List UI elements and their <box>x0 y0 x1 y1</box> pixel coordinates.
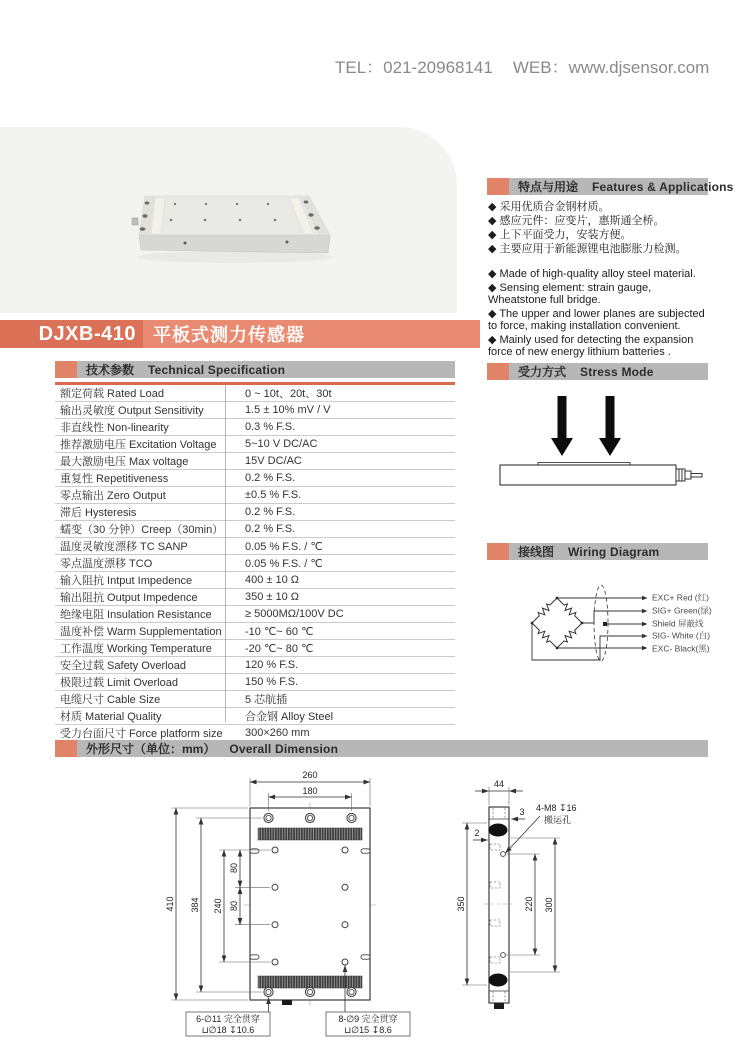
features-section-header <box>487 178 734 195</box>
spec-value: 150 % F.S. <box>245 676 299 688</box>
sensor-side-view <box>500 465 676 485</box>
dim-label-220: 220 <box>524 896 534 912</box>
rubber-pad-bottom <box>489 974 508 987</box>
load-cell-photo <box>130 192 342 267</box>
feature-item: ◆ 感应元件：应变片，惠斯通全桥。 <box>488 215 665 227</box>
table-row <box>55 708 455 725</box>
stress-title-en: Stress Mode <box>580 364 654 379</box>
product-model: DJXB-410 <box>38 322 136 345</box>
wiring-diagram <box>495 573 747 673</box>
spec-param: 蠕变（30 分钟）Creep（30min） <box>60 524 224 536</box>
table-row <box>55 555 455 572</box>
dim-label-300: 300 <box>544 897 554 913</box>
dim-label-2: 2 <box>474 828 480 838</box>
feature-item: ◆ 采用优质合金钢材质。 <box>488 201 610 213</box>
wire-label: EXC- Black(黑) <box>652 643 710 654</box>
cable-connector <box>676 469 702 481</box>
stress-mode-diagram <box>490 388 710 496</box>
down-arrow-icon <box>599 396 621 456</box>
dim-label-80a: 80 <box>229 862 239 874</box>
spec-param: 工作温度 Working Temperature <box>60 643 212 655</box>
side-view-drawing <box>448 772 748 1058</box>
feature-item: ◆ 上下平面受力，安装方便。 <box>488 229 632 241</box>
spec-value: 0.3 % F.S. <box>245 421 296 433</box>
wire-label: Shield 屏蔽线 <box>652 618 704 629</box>
spec-param: 非直线性 Non-linearity <box>60 422 169 434</box>
table-row <box>55 521 455 538</box>
spec-value: 0 ~ 10t、20t、30t <box>245 388 332 400</box>
table-row <box>55 470 455 487</box>
dim-label-410: 410 <box>165 896 175 912</box>
spec-param: 安全过载 Safety Overload <box>60 660 186 672</box>
spec-param: 温度补偿 Warm Supplementation <box>60 626 222 638</box>
product-title-bar-right <box>143 320 480 348</box>
spec-value: 1.5 ± 10% mV / V <box>245 404 331 416</box>
dimension-title-en: Overall Dimension <box>229 741 339 756</box>
wire-label: SIG+ Green(绿) <box>652 605 712 616</box>
web-text: WEB：www.djsensor.com <box>512 58 710 77</box>
table-row <box>55 538 455 555</box>
cable-stub <box>494 1003 504 1009</box>
spec-param: 零点输出 Zero Output <box>60 490 166 502</box>
spec-value: ≥ 5000MΩ/100V DC <box>245 608 344 620</box>
table-row <box>55 640 455 657</box>
down-arrow-icon <box>551 396 573 456</box>
spec-value: 0.2 % F.S. <box>245 506 296 518</box>
dim-label-240: 240 <box>213 898 223 914</box>
callout-6holes-line2: ⊔∅18 ↧10.6 <box>201 1025 255 1035</box>
specs-title-zh: 技术参数 <box>86 363 135 377</box>
dimension-title-zh: 外形尺寸（单位：mm） <box>86 742 216 756</box>
features-title-en: Features & Applications <box>592 179 734 194</box>
spec-value: 5~10 V DC/AC <box>245 438 318 450</box>
table-row <box>55 453 455 470</box>
spec-value: ±0.5 % F.S. <box>245 489 302 501</box>
spec-param: 推荐激励电压 Excitation Voltage <box>60 439 217 451</box>
spec-param: 滞后 Hysteresis <box>60 507 137 519</box>
spec-param: 输出阻抗 Output Impedence <box>60 592 198 604</box>
callout-m8-line2: 搬运孔 <box>544 815 572 825</box>
features-title-zh: 特点与用途 <box>518 180 579 194</box>
table-row <box>55 572 455 589</box>
callout-6holes-line1: 6-∅11 完全贯穿 <box>196 1014 260 1024</box>
wire-label: SIG- White (白) <box>652 630 711 641</box>
dim-label-3: 3 <box>519 807 525 817</box>
table-row <box>55 606 455 623</box>
spec-value: 350 ± 10 Ω <box>245 591 300 603</box>
features-list <box>488 201 710 360</box>
product-title-bar <box>0 320 143 348</box>
dim-label-180: 180 <box>302 786 318 796</box>
spec-param: 输入阻抗 Intput Impedence <box>60 575 193 587</box>
spec-value: -10 ℃~ 60 ℃ <box>245 625 314 638</box>
accent-square-icon <box>487 178 509 195</box>
callout-8holes-line2: ⊔∅15 ↧8.6 <box>344 1025 392 1035</box>
bridge-corner-dots <box>531 597 583 649</box>
spec-param: 受力台面尺寸 Force platform size <box>60 728 223 740</box>
spec-param: 输出灵敏度 Output Sensitivity <box>60 405 204 417</box>
spec-param: 零点温度漂移 TCO <box>60 558 153 570</box>
table-row <box>55 419 455 436</box>
spec-value: 0.2 % F.S. <box>245 523 296 535</box>
spec-param: 额定荷载 Rated Load <box>60 388 164 400</box>
shield-dot <box>603 622 607 626</box>
feature-item: ◆ Sensing element: strain gauge, Wheatstone full bridge. <box>488 281 652 306</box>
spec-table <box>55 382 455 740</box>
spec-param: 极限过载 Limit Overload <box>60 677 178 689</box>
table-row <box>55 691 455 708</box>
stress-section-header <box>487 363 708 380</box>
spec-value: 5 芯航插 <box>245 694 288 706</box>
stress-title-zh: 受力方式 <box>518 365 567 379</box>
spec-value: 120 % F.S. <box>245 659 299 671</box>
table-row <box>55 657 455 674</box>
m8-hole-top <box>501 852 506 857</box>
m8-hole-bottom <box>501 953 506 958</box>
dim-label-44: 44 <box>493 779 505 789</box>
knurl-band-top <box>258 828 362 840</box>
spec-param: 绝缘电阻 Insulation Resistance <box>60 609 212 621</box>
product-name: 平板式测力传感器 <box>153 325 305 345</box>
table-row <box>55 436 455 453</box>
spec-value: 15V DC/AC <box>245 455 302 467</box>
dim-label-260: 260 <box>302 770 318 780</box>
spec-param: 最大激励电压 Max voltage <box>60 456 189 468</box>
specs-title-en: Technical Specification <box>148 362 286 377</box>
wire-label: EXC+ Red (红) <box>652 592 709 603</box>
spec-value: -20 ℃~ 80 ℃ <box>245 642 314 655</box>
table-row <box>55 487 455 504</box>
table-row <box>55 623 455 640</box>
table-row <box>55 674 455 691</box>
dim-label-384: 384 <box>190 897 200 913</box>
wiring-section-header <box>487 543 708 560</box>
spec-value: 0.2 % F.S. <box>245 472 296 484</box>
spec-table-column-divider <box>225 385 226 722</box>
spec-param: 温度灵敏度漂移 TC SANP <box>60 541 188 553</box>
spec-param: 材质 Material Quality <box>60 711 162 723</box>
feature-item: ◆ 主要应用于新能源锂电池膨胀力检测。 <box>488 243 687 255</box>
accent-square-icon <box>55 740 77 757</box>
dim-label-80b: 80 <box>229 900 239 912</box>
tel-text: TEL：021-20968141 <box>335 58 493 77</box>
dimension-section-header <box>55 740 708 757</box>
spec-param: 电缆尺寸 Cable Size <box>60 694 161 706</box>
accent-square-icon <box>487 363 509 380</box>
wiring-title-en: Wiring Diagram <box>568 544 660 559</box>
spec-param: 重复性 Repetitiveness <box>60 473 169 485</box>
features-list-en <box>488 268 710 359</box>
feature-item: ◆ Made of high-quality alloy steel material. <box>488 268 696 280</box>
wiring-title-zh: 接线图 <box>518 545 555 559</box>
spec-value: 400 ± 10 Ω <box>245 574 300 586</box>
feature-item: ◆ Mainly used for detecting the expansion force of new energy lithium batteries . <box>488 333 694 358</box>
spec-value: 0.05 % F.S. / ℃ <box>245 557 323 570</box>
features-list-zh <box>488 201 710 256</box>
knurl-band-bottom <box>258 976 362 988</box>
dim-label-350: 350 <box>456 896 466 912</box>
table-row <box>55 589 455 606</box>
cable-connector-nub <box>132 218 138 225</box>
wheatstone-bridge <box>532 598 582 648</box>
plate-front-face <box>139 235 330 253</box>
callout-m8-line1: 4-M8 ↧16 <box>536 803 577 813</box>
spec-value: 0.05 % F.S. / ℃ <box>245 540 323 553</box>
accent-square-icon <box>55 361 77 378</box>
wire-lines <box>532 598 642 660</box>
contact-header <box>335 53 709 78</box>
accent-square-icon <box>487 543 509 560</box>
wire-arrows <box>642 596 648 650</box>
cable-stub <box>282 1000 292 1005</box>
table-row <box>55 402 455 419</box>
table-row <box>55 385 455 402</box>
spec-value: 300×260 mm <box>245 727 310 739</box>
callout-8holes-line1: 8-∅9 完全贯穿 <box>338 1014 398 1024</box>
specs-section-header <box>55 361 455 378</box>
feature-item: ◆ The upper and lower planes are subjected to force, making installation convenient. <box>488 307 705 332</box>
table-row <box>55 504 455 521</box>
spec-value: 合金钢 Alloy Steel <box>245 711 334 723</box>
rubber-pad-top <box>489 824 508 837</box>
front-view-drawing <box>158 766 443 1058</box>
